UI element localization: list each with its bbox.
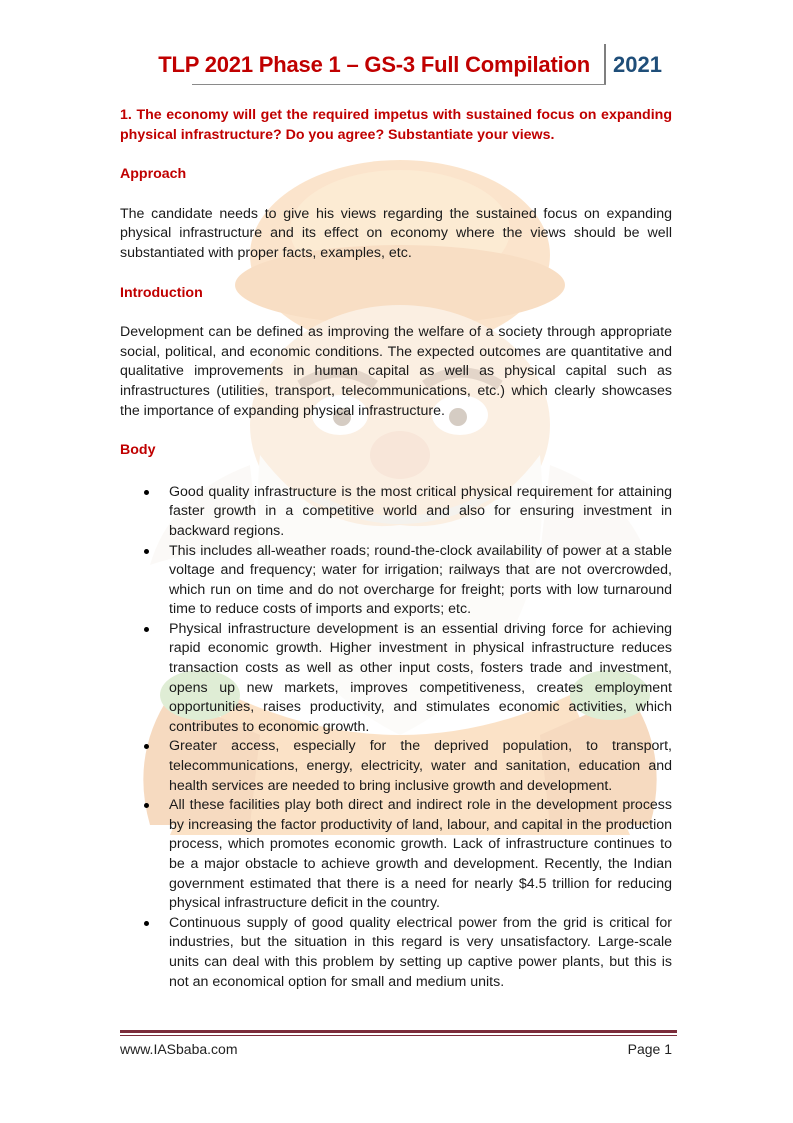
list-item-text: This includes all-weather roads; round-the-clock availability of power at a stable voltage and frequency; water for irrigation; railways that are not overcrowded, which run on time and do not overcharge for freight; ports with low turnaround time to reduce costs of imports and exports; etc. — [169, 542, 672, 618]
list-item-text: Continuous supply of good quality electrical power from the grid is critical for industries, but the situation in this regard is very unsatisfactory. Large-scale units can deal with this problem by setting up captive power plants, but this is not an economical option for small and medium units. — [169, 914, 672, 990]
bullet-icon — [144, 744, 149, 749]
footer-website: www.IASbaba.com — [120, 1041, 238, 1057]
bullet-icon — [144, 627, 149, 632]
bullet-icon — [144, 803, 149, 808]
page-header — [120, 44, 672, 90]
list-item-text: All these facilities play both direct and indirect role in the development process by increasing the factor productivity of land, labour, and capital in the production process, which promotes economic growth. Lack of infrastructure continues to be a major obstacle to achieve growth and development. Recently, the Indian government estimated that there is a need for nearly $4.5 trillion for reducing physical infrastructure deficit in the country. — [169, 797, 672, 912]
document-title: TLP 2021 Phase 1 – GS-3 Full Compilation — [158, 52, 590, 77]
list-item-text: Good quality infrastructure is the most critical physical requirement for attaining faster growth in a competitive world and also for ensuring investment in backward regions. — [169, 483, 672, 539]
footer-page-number: Page 1 — [627, 1041, 672, 1057]
bullet-icon — [144, 549, 149, 554]
page-content — [120, 106, 672, 992]
header-rule — [192, 84, 606, 85]
list-item — [120, 796, 672, 914]
bullet-icon — [144, 490, 149, 495]
bullet-icon — [144, 921, 149, 926]
document-year: 2021 — [613, 52, 662, 77]
list-item-text: Physical infrastructure development is an essential driving force for achieving rapid economic growth. Higher investment in physical infrastructure reduces transaction costs as well as other input costs, fosters trade and investment, opens up new markets, improves competitiveness, creates employment opportunities, raises productivity, and stimulates economic activities, which contributes to economic growth. — [169, 620, 672, 735]
body-bullet-list — [120, 483, 672, 992]
footer-rule-thick — [120, 1030, 677, 1033]
list-item — [120, 914, 672, 992]
list-item — [120, 483, 672, 542]
list-item — [120, 737, 672, 796]
question-text: 1. The economy will get the required impetus with sustained focus on expanding physical infrastructure? Do you agree? Substantiate your views. — [120, 107, 672, 143]
introduction-text: Development can be defined as improving the welfare of a society through appropriate social, political, and economic conditions. The expected outcomes are quantitative and qualitative improvements in human capital as well as physical capital such as infrastructures (utilities, transport, telecommunications, etc.) which clearly showcases the importance of expanding physical infrastructure. — [120, 324, 672, 419]
list-item — [120, 620, 672, 738]
approach-heading: Approach — [120, 166, 187, 183]
approach-text: The candidate needs to give his views regarding the sustained focus on expanding physical infrastructure and its effect on economy where the views should be well substantiated with proper facts, examples, etc. — [120, 205, 672, 261]
list-item — [120, 542, 672, 620]
list-item-text: Greater access, especially for the deprived population, to transport, telecommunications, energy, electricity, water and sanitation, education and health services are needed to bring inclusive growth and development. — [169, 738, 672, 794]
header-divider — [604, 44, 606, 84]
body-heading: Body — [120, 442, 156, 459]
footer-rule-thin — [120, 1035, 677, 1036]
introduction-heading: Introduction — [120, 284, 203, 301]
